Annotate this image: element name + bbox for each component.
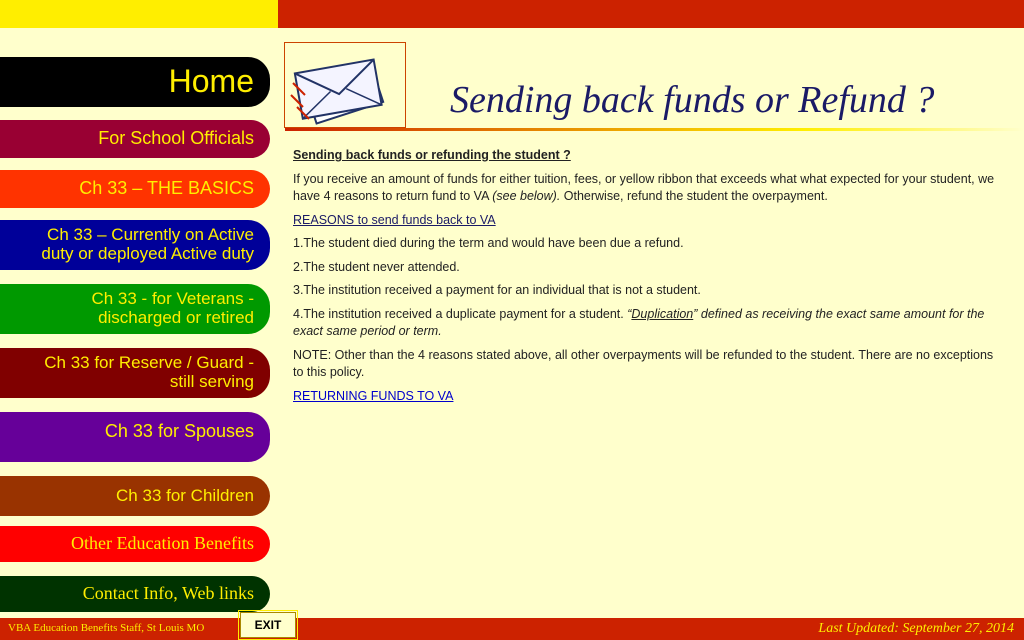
- nav-other-benefits-button[interactable]: [0, 526, 270, 562]
- top-bar-red: [278, 0, 1024, 28]
- nav-active-duty-label-line2: duty or deployed Active duty: [41, 244, 254, 263]
- nav-reserve-label-line1: Ch 33 for Reserve / Guard -: [44, 353, 254, 373]
- exit-button[interactable]: EXIT: [240, 612, 296, 638]
- nav-veterans-label-line1: Ch 33 - for Veterans -: [91, 289, 254, 309]
- nav-school-officials-button[interactable]: [0, 120, 270, 158]
- intro-see-below: (see below).: [492, 189, 561, 203]
- intro-paragraph: [293, 171, 998, 206]
- title-divider: [285, 128, 1024, 131]
- note-paragraph: NOTE: Other than the 4 reasons stated above, all other overpayments will be refunded to the student. There are no exceptions to this policy.: [293, 347, 994, 379]
- top-bar-yellow: [0, 0, 278, 28]
- reason-4-quote-open: “: [627, 306, 632, 321]
- nav-basics-label: Ch 33 – THE BASICS: [79, 178, 254, 199]
- nav-active-duty-label-line1: Ch 33 – Currently on Active: [47, 225, 254, 245]
- last-updated: Last Updated: September 27, 2014: [818, 621, 1014, 636]
- nav-veterans-button[interactable]: [0, 284, 270, 334]
- duplication-term: Duplication: [631, 306, 694, 321]
- nav-children-button[interactable]: [0, 476, 270, 516]
- reason-3: 3.The institution received a payment for an individual that is not a student.: [293, 283, 701, 297]
- nav-spouses-button[interactable]: [0, 412, 270, 462]
- envelope-image-frame: [284, 42, 406, 128]
- nav-home-label: Home: [168, 63, 254, 100]
- reason-2: 2.The student never attended.: [293, 259, 460, 274]
- reason-4: [293, 306, 998, 341]
- nav-children-label: Ch 33 for Children: [116, 485, 254, 505]
- nav-active-duty-button[interactable]: [0, 220, 270, 270]
- nav-home-button[interactable]: [0, 57, 270, 107]
- nav-veterans-label-line2: discharged or retired: [98, 308, 254, 327]
- nav-contact-button[interactable]: [0, 576, 270, 612]
- main-content: [293, 147, 998, 411]
- intro-tail: Otherwise, refund the student the overpayment.: [560, 189, 828, 203]
- nav-other-benefits-label: Other Education Benefits: [71, 533, 254, 554]
- page-title: Sending back funds or Refund ?: [450, 79, 935, 121]
- returning-funds-link[interactable]: RETURNING FUNDS TO VA: [293, 388, 454, 403]
- nav-basics-button[interactable]: [0, 170, 270, 208]
- reasons-link[interactable]: REASONS to send funds back to VA: [293, 212, 496, 227]
- nav-school-officials-label: For School Officials: [98, 128, 254, 149]
- nav-reserve-label-line2: still serving: [169, 372, 254, 391]
- content-heading: Sending back funds or refunding the student ?: [293, 148, 571, 162]
- nav-spouses-label: Ch 33 for Spouses: [104, 421, 254, 441]
- envelope-icon: [285, 43, 405, 127]
- reason-4-text: 4.The institution received a duplicate payment for a student.: [293, 306, 628, 321]
- footer-credit: VBA Education Benefits Staff, St Louis MO: [8, 622, 205, 634]
- nav-reserve-button[interactable]: [0, 348, 270, 398]
- reason-4-definition: ” defined as receiving the exact same amount for the exact same period or term.: [293, 306, 985, 338]
- nav-contact-label: Contact Info, Web links: [82, 583, 254, 604]
- reason-1: 1.The student died during the term and would have been due a refund.: [293, 236, 684, 250]
- intro-text: If you receive an amount of funds for either tuition, fees, or yellow ribbon that exceeds what what expected for your student, we have 4 reasons to return fund to VA: [293, 171, 995, 203]
